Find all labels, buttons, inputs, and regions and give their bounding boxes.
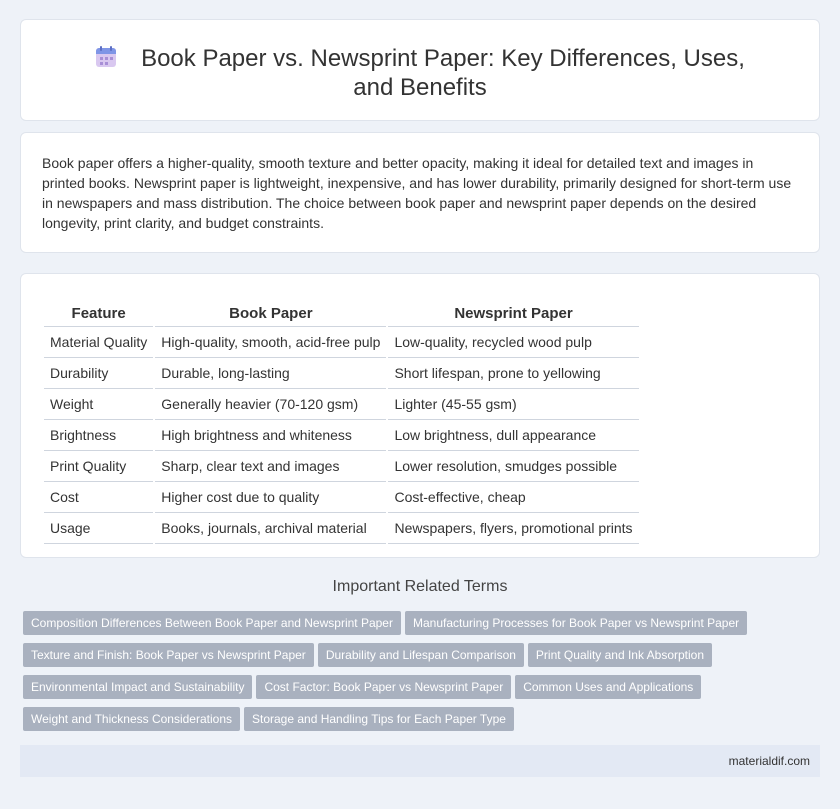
table-row	[44, 451, 639, 482]
header-feature: Feature	[44, 294, 153, 327]
related-term-tag[interactable]: Manufacturing Processes for Book Paper vs Newsprint Paper	[405, 611, 747, 635]
cell-feature: Cost	[44, 482, 153, 513]
cell-newsprint-paper: Newspapers, flyers, promotional prints	[388, 513, 638, 544]
related-term-tag[interactable]: Print Quality and Ink Absorption	[528, 643, 712, 667]
cell-book-paper: High brightness and whiteness	[155, 420, 386, 451]
cell-feature: Durability	[44, 358, 153, 389]
cell-newsprint-paper: Low brightness, dull appearance	[388, 420, 638, 451]
cell-newsprint-paper: Lower resolution, smudges possible	[388, 451, 638, 482]
header-book-paper: Book Paper	[155, 294, 386, 327]
related-terms-heading: Important Related Terms	[332, 578, 508, 595]
cell-book-paper: Sharp, clear text and images	[155, 451, 386, 482]
cell-book-paper: High-quality, smooth, acid-free pulp	[155, 327, 386, 358]
summary-text: Book paper offers a higher-quality, smooth texture and better opacity, making it ideal for detailed text and images in printed books. Newsprint paper is lightweight, inexpensive, and has lower durability, primarily designed for short-term use in newspapers and mass distribution. The choice between book paper and newsprint paper depends on the desired longevity, print clarity, and budget constraints.	[42, 155, 792, 231]
cell-feature: Print Quality	[44, 451, 153, 482]
related-term-tag[interactable]: Weight and Thickness Considerations	[23, 707, 240, 731]
comparison-card	[20, 273, 820, 558]
footer	[20, 745, 820, 777]
table-row	[44, 389, 639, 420]
table-body	[44, 327, 639, 544]
related-terms-list	[23, 611, 823, 739]
cell-feature: Material Quality	[44, 327, 153, 358]
title-card	[20, 19, 820, 121]
table-header-row	[44, 294, 639, 327]
cell-feature: Usage	[44, 513, 153, 544]
related-term-tag[interactable]: Composition Differences Between Book Paper and Newsprint Paper	[23, 611, 401, 635]
table-row	[44, 482, 639, 513]
related-term-tag[interactable]: Common Uses and Applications	[515, 675, 701, 699]
related-term-tag[interactable]: Environmental Impact and Sustainability	[23, 675, 252, 699]
header-newsprint-paper: Newsprint Paper	[388, 294, 638, 327]
table-row	[44, 420, 639, 451]
cell-newsprint-paper: Low-quality, recycled wood pulp	[388, 327, 638, 358]
cell-book-paper: Generally heavier (70-120 gsm)	[155, 389, 386, 420]
comparison-table	[42, 294, 641, 544]
table-row	[44, 513, 639, 544]
related-term-tag[interactable]: Durability and Lifespan Comparison	[318, 643, 524, 667]
cell-newsprint-paper: Cost-effective, cheap	[388, 482, 638, 513]
page-title-wrap	[81, 44, 759, 102]
related-term-tag[interactable]: Storage and Handling Tips for Each Paper Type	[244, 707, 514, 731]
cell-feature: Weight	[44, 389, 153, 420]
cell-feature: Brightness	[44, 420, 153, 451]
cell-book-paper: Higher cost due to quality	[155, 482, 386, 513]
table-row	[44, 358, 639, 389]
cell-newsprint-paper: Short lifespan, prone to yellowing	[388, 358, 638, 389]
page-title: Book Paper vs. Newsprint Paper: Key Differences, Uses, and Benefits	[141, 45, 745, 101]
related-term-tag[interactable]: Texture and Finish: Book Paper vs Newsprint Paper	[23, 643, 314, 667]
table-row	[44, 327, 639, 358]
related-term-tag[interactable]: Cost Factor: Book Paper vs Newsprint Paper	[256, 675, 511, 699]
calendar-icon	[95, 46, 117, 68]
cell-newsprint-paper: Lighter (45-55 gsm)	[388, 389, 638, 420]
summary-card	[20, 132, 820, 253]
cell-book-paper: Durable, long-lasting	[155, 358, 386, 389]
footer-site[interactable]: materialdif.com	[728, 754, 810, 768]
cell-book-paper: Books, journals, archival material	[155, 513, 386, 544]
